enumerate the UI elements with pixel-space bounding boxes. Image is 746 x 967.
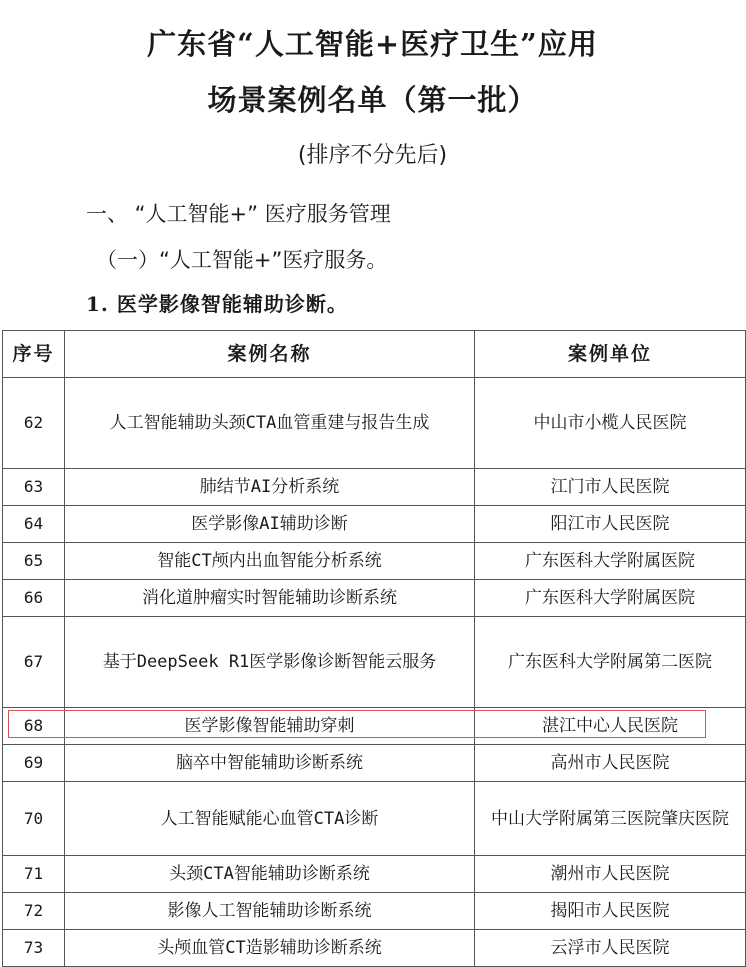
table-header-row — [3, 331, 746, 378]
table-row — [3, 708, 746, 745]
row-no: 73 — [3, 930, 65, 967]
case-table — [2, 330, 746, 967]
row-unit: 江门市人民医院 — [475, 469, 746, 506]
row-unit: 高州市人民医院 — [475, 745, 746, 782]
doc-title-line2: 场景案例名单（第一批） — [207, 83, 538, 117]
row-unit: 揭阳市人民医院 — [475, 893, 746, 930]
table-row — [3, 856, 746, 893]
row-name: 人工智能辅助头颈CTA血管重建与报告生成 — [65, 378, 475, 469]
row-no: 63 — [3, 469, 65, 506]
row-no: 72 — [3, 893, 65, 930]
table-row — [3, 782, 746, 856]
row-no: 65 — [3, 543, 65, 580]
table-row — [3, 617, 746, 708]
table-row — [3, 580, 746, 617]
row-unit: 云浮市人民医院 — [475, 930, 746, 967]
row-name: 医学影像AI辅助诊断 — [65, 506, 475, 543]
row-no: 67 — [3, 617, 65, 708]
row-no: 62 — [3, 378, 65, 469]
row-name: 消化道肿瘤实时智能辅助诊断系统 — [65, 580, 475, 617]
doc-title-line1: 广东省“人工智能+医疗卫生”应用 — [147, 27, 598, 61]
row-unit: 广东医科大学附属第二医院 — [475, 617, 746, 708]
row-unit: 中山市小榄人民医院 — [475, 378, 746, 469]
row-name: 头颅血管CT造影辅助诊断系统 — [65, 930, 475, 967]
header-no: 序号 — [3, 331, 65, 378]
row-unit: 潮州市人民医院 — [475, 856, 746, 893]
row-no: 68 — [3, 708, 65, 745]
row-name: 医学影像智能辅助穿刺 — [65, 708, 475, 745]
table-row — [3, 930, 746, 967]
row-no: 64 — [3, 506, 65, 543]
row-name: 脑卒中智能辅助诊断系统 — [65, 745, 475, 782]
row-no: 66 — [3, 580, 65, 617]
table-row — [3, 893, 746, 930]
section-heading-1: 一、 “人工智能+” 医疗服务管理 — [86, 202, 391, 226]
row-name: 头颈CTA智能辅助诊断系统 — [65, 856, 475, 893]
table-row — [3, 506, 746, 543]
table-row — [3, 378, 746, 469]
table-row — [3, 543, 746, 580]
row-name: 智能CT颅内出血智能分析系统 — [65, 543, 475, 580]
header-unit: 案例单位 — [475, 331, 746, 378]
section-heading-2: （一）“人工智能+”医疗服务。 — [96, 248, 388, 272]
row-name: 人工智能赋能心血管CTA诊断 — [65, 782, 475, 856]
row-unit: 广东医科大学附属医院 — [475, 580, 746, 617]
header-name: 案例名称 — [65, 331, 475, 378]
row-unit: 广东医科大学附属医院 — [475, 543, 746, 580]
row-unit: 阳江市人民医院 — [475, 506, 746, 543]
row-name: 肺结节AI分析系统 — [65, 469, 475, 506]
row-no: 71 — [3, 856, 65, 893]
table-row — [3, 745, 746, 782]
row-unit: 中山大学附属第三医院肇庆医院 — [475, 782, 746, 856]
row-name: 基于DeepSeek R1医学影像诊断智能云服务 — [65, 617, 475, 708]
row-unit: 湛江中心人民医院 — [475, 708, 746, 745]
row-name: 影像人工智能辅助诊断系统 — [65, 893, 475, 930]
table-row — [3, 469, 746, 506]
section-heading-3: 1. 医学影像智能辅助诊断。 — [86, 292, 348, 316]
row-no: 70 — [3, 782, 65, 856]
row-no: 69 — [3, 745, 65, 782]
doc-subtitle: (排序不分先后) — [297, 143, 448, 168]
